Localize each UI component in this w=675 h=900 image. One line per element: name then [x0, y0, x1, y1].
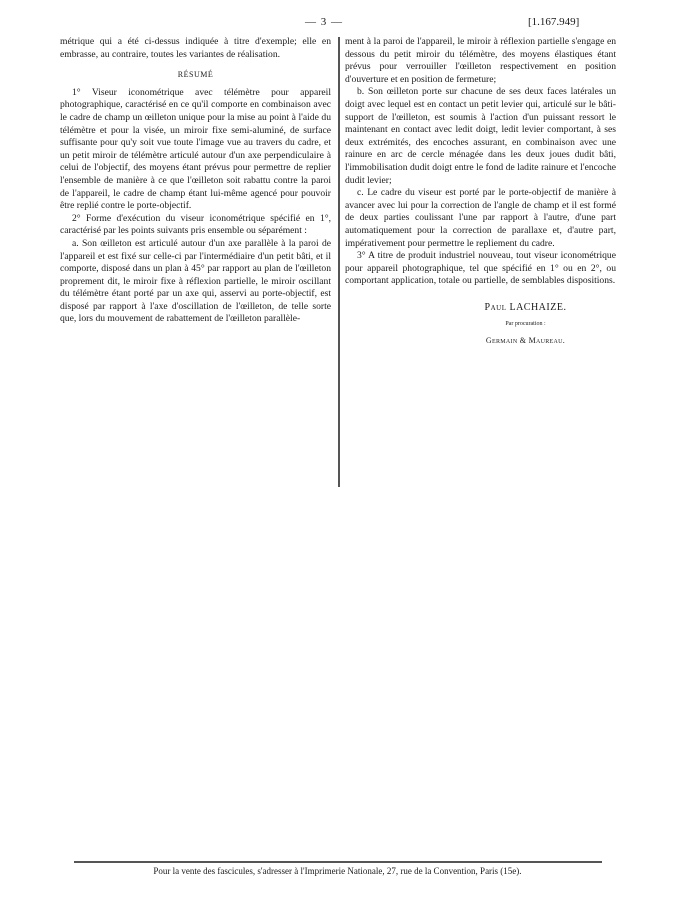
claim-1: 1° Viseur iconométrique avec télémètre pour appareil photographique, caractérisé en ce qu'il comporte en combinaison avec le cadre de champ un œilleton unique pour la mise au point à l'aide du télémètre et pour la visée, un miroir fixe semi-aluminé, de surface suffisante pour qu'y soit vue toute l'image vue au travers du cadre, et un petit miroir de télémètre articulé autour d'un axe perpendiculaire à celui de l'objectif, des moyens étant prévus pour permettre de replier l'ensemble de manière à ce que l'œilleton soit rabattu contre la paroi de l'appareil, le cadre de champ étant lui-même agencé pour pouvoir être replié contre le porte-objectif.	[60, 86, 331, 212]
right-column	[345, 36, 616, 348]
left-column	[60, 36, 331, 326]
claim-2b: b. Son œilleton porte sur chacune de ses deux faces latérales un doigt avec lequel est en contact un petit levier qui, articulé sur le bâti-support de l'œilleton, est soumis à l'action d'un puissant ressort le maintenant en contact avec ledit doigt, ledit levier comportant, à ses deux extrémités, des encoches assurant, en combinaison avec une rainure en arc de cercle ménagée dans les deux joues dudit bâti, l'immobilisation dudit doigt entre le fond de ladite rainure et l'encoche dudit levier;	[345, 86, 616, 186]
inventor-signature: Paul LACHAIZE.	[484, 301, 567, 313]
claim-3: 3° A titre de produit industriel nouveau, tout viseur iconométrique pour appareil photographique, tel que spécifié en 1° ou en 2°, ou comportant application, totale ou partielle, de semblables dispositions.	[345, 250, 616, 287]
column-divider	[338, 37, 340, 487]
footer-note: Pour la vente des fascicules, s'adresser à l'Imprimerie Nationale, 27, rue de la Convention, Paris (15e).	[153, 866, 522, 876]
intro-paragraph: métrique qui a été ci-dessus indiquée à titre d'exemple; elle en embrasse, au contraire, toutes les variantes de réalisation.	[60, 36, 331, 60]
claim-2a: a. Son œilleton est articulé autour d'un axe parallèle à la paroi de l'appareil et est fixé sur celle-ci par l'intermédiaire d'un petit bâti, et il comporte, disposé dans un plan à 45° par rapport au plan de l'œilleton proprement dit, le miroir fixe à réflexion partielle, le miroir oscillant du télémètre étant porté par un axe qui, asservi au porte-objectif, est disposé par rapport à l'axe d'oscillation de l'œilleton, de telle sorte que, lors du mouvement de rabattement de l'œilleton parallèle-	[60, 237, 331, 325]
footer-rule	[74, 861, 602, 863]
claim-2a-continued: ment à la paroi de l'appareil, le miroir à réflexion partielle s'engage en dessous du petit miroir du télémètre, des moyens élastiques étant prévus pour verrouiller l'œilleton respectivement en position d'ouverture et en position de fermeture;	[345, 36, 616, 85]
claim-2: 2° Forme d'exécution du viseur iconométrique spécifié en 1°, caractérisé par les points suivants pris ensemble ou séparément :	[60, 212, 331, 237]
page-number: — 3 —	[305, 16, 343, 28]
agent-signature: Germain & Maureau.	[485, 336, 566, 346]
page-header	[0, 16, 675, 30]
claim-2c: c. Le cadre du viseur est porté par le porte-objectif de manière à avancer avec lui pour la correction de l'angle de champ et il est formé de deux parties coulissant l'une par rapport à l'autre, d'une part automatiquement pour la correction de parallaxe et, d'autre part, impérativement pour permettre le repliement du cadre.	[345, 187, 616, 249]
by-proxy-note: Par procuration :	[505, 321, 546, 328]
patent-number: [1.167.949]	[528, 16, 580, 28]
section-heading-resume: RÉSUMÉ	[177, 70, 214, 80]
